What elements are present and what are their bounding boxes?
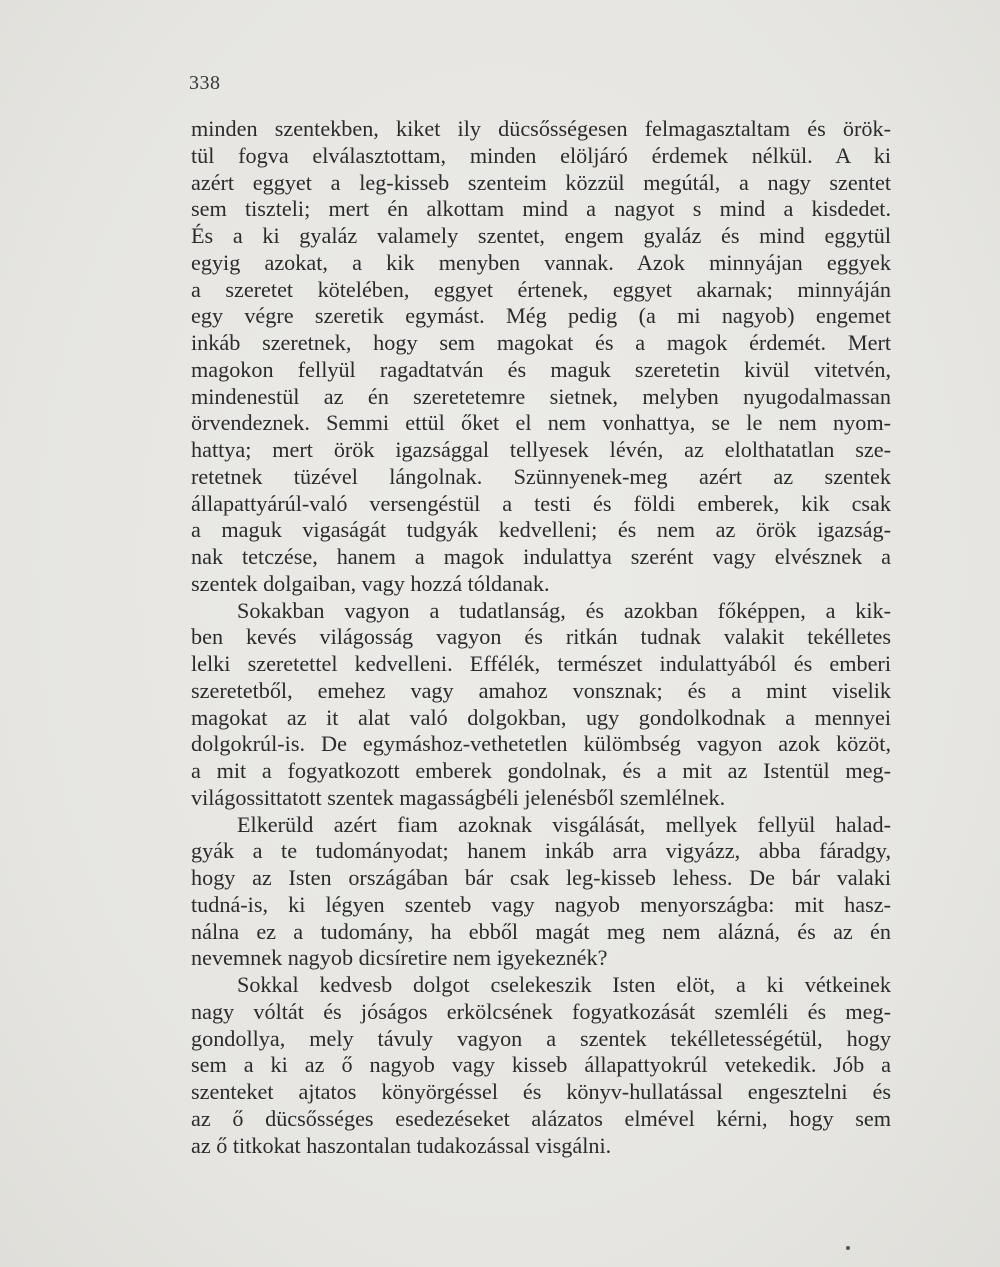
text-line: egyig azokat, a kik menyben vannak. Azok minnyájan eggyek bbox=[191, 249, 891, 275]
text-line: ben kevés világosság vagyon és ritkán tudnak valakit tekélletes bbox=[191, 624, 891, 650]
text-line: nevemnek nagyob dicsíretire nem igyekeznék? bbox=[191, 945, 608, 971]
text-line: szenteket ajtatos könyörgéssel és könyv-hullatással engesztelni és bbox=[191, 1079, 891, 1104]
ink-speck bbox=[846, 1246, 850, 1250]
text-line: gondollya, mely távuly vagyon a szentek tekélletességétül, hogy bbox=[191, 1025, 891, 1051]
text-line: Sokakban vagyon a tudatlanság, és azokban főképpen, a kik- bbox=[237, 597, 891, 623]
text-line: hogy az Isten országában bár csak leg-kisseb lehess. De bár valaki bbox=[191, 865, 891, 890]
text-line: nálna ez a tudomány, ha ebből magát meg nem alázná, és az én bbox=[191, 918, 891, 944]
text-line: És a ki gyaláz valamely szentet, engem gyaláz és mind eggytül bbox=[191, 223, 891, 248]
text-line: retetnek tüzével lángolnak. Szünnyenek-meg azért az szentek bbox=[191, 463, 891, 489]
text-line: inkáb szeretnek, hogy sem magokat és a magok érdemét. Mert bbox=[191, 330, 891, 355]
text-line: egy végre szeretik egymást. Még pedig (a mi nagyob) engemet bbox=[191, 303, 891, 329]
text-line: a szeretet kötelében, eggyet értenek, eggyet akarnak; minnyáján bbox=[191, 276, 891, 302]
text-line: hattya; mert örök igazsággal tellyesek lévén, az elolthatatlan sze- bbox=[191, 437, 891, 462]
text-line: gyák a te tudományodat; hanem inkáb arra vigyázz, abba fáradgy, bbox=[191, 838, 891, 864]
text-line: nak tetczése, hanem a magok indulattya szerént vagy elvésznek a bbox=[191, 544, 891, 569]
text-line: Elkerüld azért fiam azoknak visgálását, mellyek fellyül halad- bbox=[237, 811, 891, 837]
text-line: szentek dolgaiban, vagy hozzá tóldanak. bbox=[191, 570, 550, 596]
text-line: sem tiszteli; mert én alkottam mind a nagyot s mind a kisdedet. bbox=[191, 196, 891, 222]
text-line: tül fogva elválasztottam, minden elöljáró érdemek nélkül. A ki bbox=[191, 142, 891, 168]
text-line: állapattyárúl-való versengéstül a testi és földi emberek, kik csak bbox=[191, 490, 891, 516]
text-line: azért eggyet a leg-kisseb szenteim közzül megútál, a nagy szentet bbox=[191, 169, 891, 195]
text-line: világossittatott szentek magasságbéli jelenésből szemlélnek. bbox=[191, 784, 726, 810]
page-number: 338 bbox=[189, 72, 221, 94]
text-line: dolgokrúl-is. De egymáshoz-vethetetlen külömbség vagyon azok közöt, bbox=[191, 731, 891, 757]
text-line: sem a ki az ő nagyob vagy kisseb állapattyokrúl vetekedik. Jób a bbox=[191, 1052, 891, 1078]
text-line: a mit a fogyatkozott emberek gondolnak, és a mit az Istentül meg- bbox=[191, 758, 891, 783]
text-line: a maguk vigaságát tudgyák kedvelleni; és nem az örök igazság- bbox=[191, 517, 891, 543]
text-line: mindenestül az én szeretetemre sietnek, melyben nyugodalmassan bbox=[191, 383, 891, 409]
body-text bbox=[191, 116, 891, 1159]
text-line: az ő titkokat haszontalan tudakozással visgálni. bbox=[191, 1132, 612, 1158]
text-line: tudná-is, ki légyen szenteb vagy nagyob menyországba: mit hasz- bbox=[191, 891, 891, 917]
text-line: magokat az it alat való dolgokban, ugy gondolkodnak a mennyei bbox=[191, 704, 891, 730]
text-line: az ő dücsősséges esedezéseket alázatos elmével kérni, hogy sem bbox=[191, 1105, 891, 1131]
text-line: magokon fellyül ragadtatván és maguk szeretetin kivül vitetvén, bbox=[191, 356, 891, 382]
text-line: lelki szeretettel kedvelleni. Effélék, természet indulattyából és emberi bbox=[191, 651, 891, 676]
text-line: Sokkal kedvesb dolgot cselekeszik Isten elöt, a ki vétkeinek bbox=[237, 972, 891, 997]
text-line: nagy vóltát és jóságos erkölcsének fogyatkozását szemléli és meg- bbox=[191, 998, 891, 1024]
text-line: minden szentekben, kiket ily dücsősségesen felmagasztaltam és örök- bbox=[191, 116, 891, 141]
text-line: örvendeznek. Semmi ettül őket el nem vonhattya, se le nem nyom- bbox=[191, 410, 891, 436]
text-line: szeretetből, emehez vagy amahoz vonsznak; és a mint viselik bbox=[191, 677, 891, 703]
